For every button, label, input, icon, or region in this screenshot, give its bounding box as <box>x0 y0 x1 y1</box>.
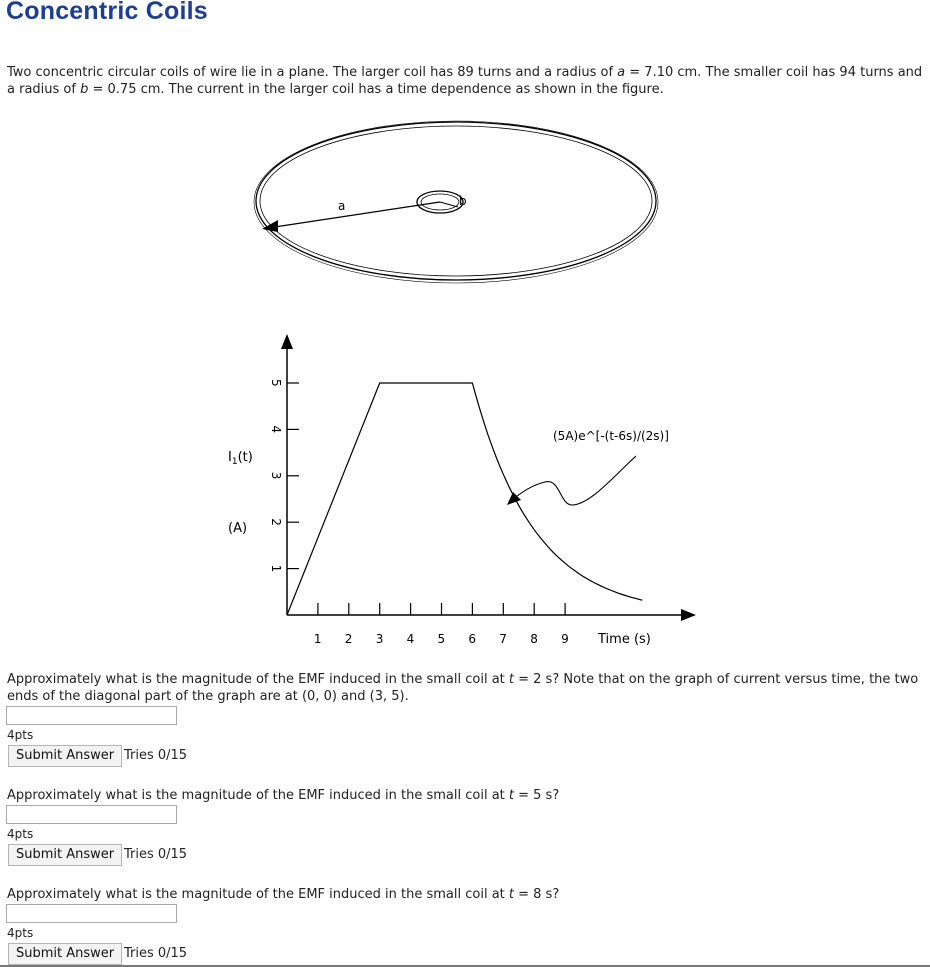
question-1-var: t <box>508 672 514 687</box>
x-ticks <box>314 603 569 646</box>
answer-input-1[interactable] <box>6 706 177 725</box>
figure-svg <box>0 110 930 650</box>
large-coil <box>256 122 656 280</box>
question-2 <box>7 787 922 804</box>
submit-answer-button-2[interactable]: Submit Answer <box>8 844 122 866</box>
x-tick-label-8: 8 <box>530 632 538 646</box>
y-label-main: I <box>228 450 232 465</box>
radius-b-line <box>440 202 458 207</box>
question-1-text-before: Approximately what is the magnitude of the EMF induced in the small coil at <box>7 672 509 687</box>
y-label-sub: 1 <box>231 457 238 467</box>
x-axis-arrowhead <box>681 609 696 621</box>
x-tick-label-4: 4 <box>406 632 415 646</box>
tries-2: Tries 0/15 <box>124 847 188 862</box>
answer-input-2[interactable] <box>6 805 177 824</box>
x-tick-label-5: 5 <box>437 632 446 646</box>
question-3 <box>7 886 922 903</box>
x-tick-label-6: 6 <box>468 632 477 646</box>
question-2-text-before: Approximately what is the magnitude of the EMF induced in the small coil at <box>7 788 509 803</box>
problem-intro <box>7 64 925 98</box>
question-1-text-after: = 2 s? Note that on the graph of current versus time, the two ends of the diagonal part of the graph are at (0, 0) and (3, 5). <box>7 672 919 704</box>
x-tick-label-2: 2 <box>344 632 353 646</box>
y-axis-unit: (A) <box>228 521 248 536</box>
coils-diagram <box>254 121 658 283</box>
y-ticks <box>269 379 299 572</box>
radius-a-arrowhead <box>262 220 278 232</box>
large-coil-inner <box>260 126 652 276</box>
points-2: 4pts <box>7 827 34 841</box>
x-tick-label-3: 3 <box>375 632 384 646</box>
annotation-arrow <box>510 456 636 505</box>
radius-a-line <box>268 202 440 228</box>
question-3-text-after: = 8 s? <box>514 887 560 902</box>
x-tick-label-7: 7 <box>499 632 507 646</box>
question-3-var: t <box>508 887 514 902</box>
tries-1: Tries 0/15 <box>124 748 188 763</box>
question-2-var: t <box>508 788 514 803</box>
y-tick-label-4: 4 <box>269 425 283 434</box>
y-tick-label-2: 2 <box>269 518 283 526</box>
question-3-text-before: Approximately what is the magnitude of the EMF induced in the small coil at <box>7 887 509 902</box>
x-tick-label-1: 1 <box>313 632 322 646</box>
tries-3: Tries 0/15 <box>124 946 188 961</box>
label-a: a <box>338 199 346 213</box>
intro-text-2: = 7.10 cm. The smaller coil has 94 turns and a radius of <box>7 65 923 97</box>
intro-text-1: Two concentric circular coils of wire lie in a plane. The larger coil has 89 turns and a radius of <box>7 65 618 80</box>
answer-input-3[interactable] <box>6 904 177 923</box>
y-tick-label-1: 1 <box>269 564 283 573</box>
x-tick-label-9: 9 <box>561 632 569 646</box>
intro-var-a: a <box>617 65 626 80</box>
y-tick-label-3: 3 <box>269 471 283 480</box>
graph-axes <box>281 334 696 621</box>
y-tick-label-5: 5 <box>269 379 283 387</box>
question-1 <box>7 671 922 705</box>
points-1: 4pts <box>7 728 34 742</box>
question-2-text-after: = 5 s? <box>514 788 560 803</box>
intro-var-b: b <box>80 82 89 97</box>
x-axis-label: Time (s) <box>598 632 651 647</box>
submit-answer-button-3[interactable]: Submit Answer <box>8 943 122 965</box>
problem-figure <box>0 110 930 654</box>
submit-answer-button-1[interactable]: Submit Answer <box>8 745 122 767</box>
label-b: b <box>459 194 467 208</box>
y-label-rest: (t) <box>237 450 253 465</box>
curve-annotation: (5A)e^[-(t-6s)/(2s)] <box>553 429 669 443</box>
y-axis-arrowhead <box>281 334 293 349</box>
page-title: Concentric Coils <box>6 0 208 25</box>
y-axis-label <box>228 450 253 467</box>
annotation-arrowhead <box>507 492 521 505</box>
intro-text-3: = 0.75 cm. The current in the larger coil has a time dependence as shown in the figure. <box>88 82 664 97</box>
points-3: 4pts <box>7 926 34 940</box>
